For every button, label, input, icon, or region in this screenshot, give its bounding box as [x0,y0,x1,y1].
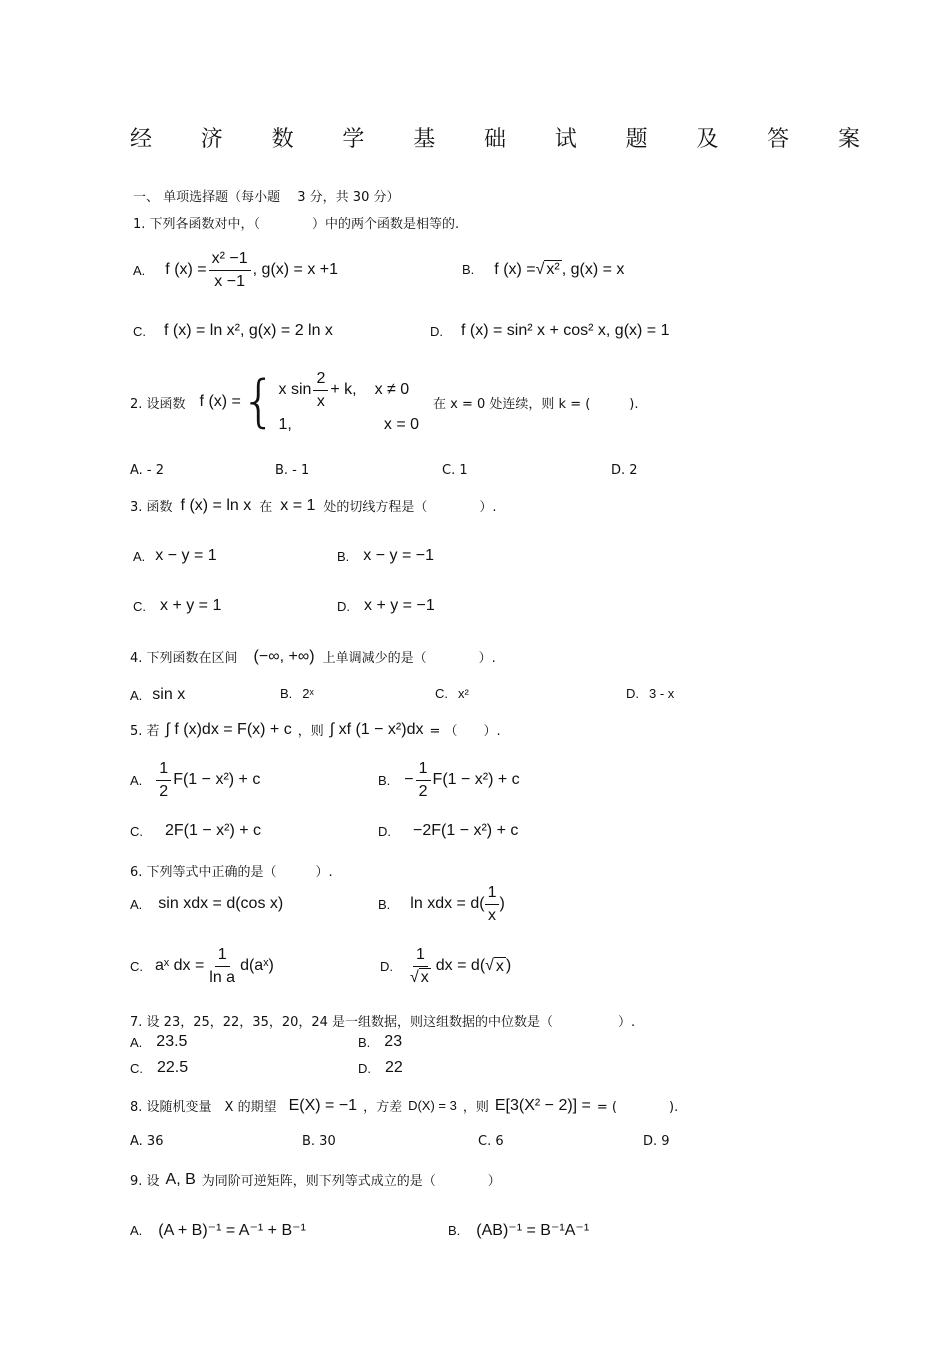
formula: −2F(1 − x²) + c [413,822,519,839]
brace: { [240,369,277,435]
numerator: 1 [413,946,428,967]
stem-text: = （ ）. [429,724,501,739]
formula: x + y = −1 [364,597,435,614]
formula: 1, [278,416,292,434]
title-char: 案 [837,127,860,152]
option-label: B. [378,772,391,788]
option-label: D. [337,598,350,614]
formula: + k, [330,381,357,399]
denominator: x −1 [214,272,245,290]
q5-option-d [378,822,518,840]
formula: (A + B)⁻¹ = A⁻¹ + B⁻¹ [158,1222,306,1239]
numerator: 1 [485,884,500,905]
option-label: B. [280,686,293,701]
numerator: 1 [416,760,431,781]
formula: 2F(1 − x²) + c [165,822,262,839]
option-label: B. [337,548,350,564]
title-char: 础 [483,127,506,152]
stem-text: 上单调减少的是（ ）. [322,651,496,666]
option-label: D. [430,323,443,339]
q1-option-c [133,322,333,340]
q6-option-d [380,946,511,986]
q3-option-a [133,547,217,565]
q5-stem [130,720,501,739]
formula: F(1 − x²) + c [432,771,520,789]
option-label: C. [133,598,146,614]
fraction [206,946,238,986]
numerator: 1 [215,946,230,967]
stem-text: 9. 设 [130,1174,160,1189]
radicand: x² [546,261,560,278]
case-2 [279,416,419,434]
stem-text: 4. 下列函数在区间 [130,651,238,666]
formula: f (x) = ln x², g(x) = 2 ln x [164,322,333,339]
page-title [130,122,860,153]
formula: d(aˣ) [240,957,274,975]
title-char: 答 [767,127,790,152]
stem-text: 8. 设随机变量 X 的期望 [130,1100,277,1115]
title-char: 题 [625,127,648,152]
q2-stem [130,370,639,434]
condition: x ≠ 0 [374,381,410,399]
formula: dx = d( [435,957,486,975]
denominator: x [316,392,325,410]
q5-option-a [130,760,260,800]
q9-option-a [130,1220,306,1240]
option-label: D. [626,686,639,701]
option-label: A. [130,1222,143,1238]
option-label: D. [378,823,391,839]
case-1 [279,370,419,410]
q4-option-c [435,686,469,701]
fraction [407,946,434,986]
q2-suffix: 在 x = 0 处连续，则 k = ( ). [433,396,639,412]
q7-stem: 7. 设 23，25，22，35，20，24 是一组数据，则这组数据的中位数是（ ）. [130,1015,636,1030]
q7-option-c [130,1059,188,1077]
formula: x + y = 1 [160,597,222,614]
piecewise-cases [279,370,419,434]
formula: sin x [152,686,186,703]
formula: f (x) = ln x [180,496,252,514]
q9-stem [130,1170,501,1189]
formula: x = 1 [280,496,316,514]
q1-option-b [462,260,624,279]
stem-text: ，方差 [363,1100,403,1115]
q4-option-a [130,686,185,704]
q7-option-a [130,1033,187,1051]
denominator: 2 [159,782,169,800]
title-char: 数 [271,127,294,152]
formula: x − y = −1 [363,547,435,564]
q6-option-c [130,946,274,986]
option-label: B. [448,1222,461,1238]
option-label: A. [133,548,146,564]
stem-text: 5. 若 [130,724,160,739]
formula: D(X) = 3 [408,1098,457,1113]
q2-option-a: A. - 2 [130,463,165,478]
stem-text: 3. 函数 [130,500,173,515]
q4-option-b [280,686,314,701]
q6-stem: 6. 下列等式中正确的是（ ）. [130,865,333,880]
fraction [313,370,328,410]
q6-option-b [378,884,505,924]
denominator: x [488,906,497,924]
formula: 22 [385,1059,403,1076]
q9-option-b [448,1220,589,1240]
q5-option-b [378,760,520,800]
stem-text: 处的切线方程是（ ）. [323,500,497,515]
option-label: B. [462,262,475,277]
title-char: 试 [554,127,577,152]
option-label: A. [130,772,143,788]
option-label: C. [435,686,448,701]
stem-text: = ( ). [596,1100,679,1115]
option-label: A. [130,1034,143,1050]
condition: x = 0 [383,416,420,434]
formula: ln xdx = d( [410,895,485,913]
formula: F(1 − x²) + c [173,771,261,789]
option-label: D. [358,1060,371,1076]
formula: sin xdx = d(cos x) [158,895,284,912]
stem-text: ，则 [462,1100,489,1115]
formula: x sin [278,381,312,399]
q4-stem [130,647,496,666]
q3-option-b [337,547,434,565]
formula: ) [505,957,512,975]
formula: 3 - x [649,686,675,701]
q1-option-d [430,322,670,340]
denominator: 2 [418,782,428,800]
sign: − [404,771,414,789]
q2-prefix: 2. 设函数 [130,396,186,412]
q7-option-d [358,1059,403,1077]
formula: 22.5 [157,1059,189,1076]
formula: aˣ dx = [155,957,205,975]
q8-option-c: C. 6 [478,1134,504,1149]
q3-stem [130,496,497,515]
formula: (−∞, +∞) [253,647,315,665]
q2-option-b: B. - 1 [275,463,310,478]
numerator: 1 [156,760,171,781]
option-label: C. [130,958,143,974]
formula: f (x) = [494,260,536,278]
formula: 23 [384,1033,403,1050]
denominator: ln a [209,968,236,986]
option-label: B. [378,896,391,912]
fraction [416,760,431,800]
option-label: C. [133,323,146,339]
formula: A, B [165,1170,196,1188]
formula: x² [458,686,469,701]
q3-option-c [133,597,221,615]
formula: f (x) = [199,393,241,411]
option-label: A. [130,687,143,703]
title-char: 学 [342,127,365,152]
formula: ∫ f (x)dx = F(x) + c [165,720,292,738]
option-label: B. [358,1034,371,1050]
formula: 23.5 [156,1033,188,1050]
title-char: 及 [696,127,719,152]
radicand: x [420,968,429,986]
q4-option-d [626,686,674,701]
fraction [485,884,500,924]
formula: E[3(X² − 2)] = [494,1096,591,1114]
q8-option-a: A. 36 [130,1134,164,1149]
formula: ) [499,895,505,913]
option-label: C. [130,1060,143,1076]
stem-text: 为同阶可逆矩阵，则下列等式成立的是（ ） [201,1174,501,1189]
option-label: A. [130,896,143,912]
denominator: √ x [410,968,429,986]
numerator: x² −1 [209,250,251,271]
formula: f (x) = [165,261,207,279]
q5-option-c [130,822,261,840]
title-char: 基 [413,127,436,152]
title-char: 经 [130,127,153,152]
option-label: D. [380,958,393,974]
q6-option-a [130,895,283,913]
stem-text: ，则 [297,724,324,739]
numerator: 2 [313,370,328,391]
q3-option-d [337,597,435,615]
q8-option-d: D. 9 [643,1134,670,1149]
option-label: A. [133,262,146,278]
section-heading: 一、 单项选择题（每小题 3 分，共 30 分） [133,190,400,205]
q7-option-b [358,1033,402,1051]
formula: , g(x) = x [561,260,625,278]
q2-option-c: C. 1 [442,463,468,478]
fraction [156,760,171,800]
formula: (AB)⁻¹ = B⁻¹A⁻¹ [476,1222,590,1239]
formula: x − y = 1 [155,547,217,564]
q1-option-a [133,250,338,290]
sqrt-sign: √ [485,957,494,975]
stem-text: 在 [259,500,273,515]
formula: ∫ xf (1 − x²)dx [329,720,424,738]
formula: 2ˣ [302,686,314,701]
q1-stem: 1. 下列各函数对中，（ ）中的两个函数是相等的. [133,217,460,232]
q2-option-d: D. 2 [611,463,638,478]
radicand: x [495,957,504,975]
formula: E(X) = −1 [288,1096,358,1114]
title-char: 济 [200,127,223,152]
formula: f (x) = sin² x + cos² x, g(x) = 1 [461,322,670,339]
formula: , g(x) = x +1 [252,261,339,279]
q8-option-b: B. 30 [302,1134,336,1149]
q8-stem [130,1096,678,1115]
option-label: C. [130,823,143,839]
fraction [209,250,251,290]
sqrt-sign: √ [535,260,545,278]
